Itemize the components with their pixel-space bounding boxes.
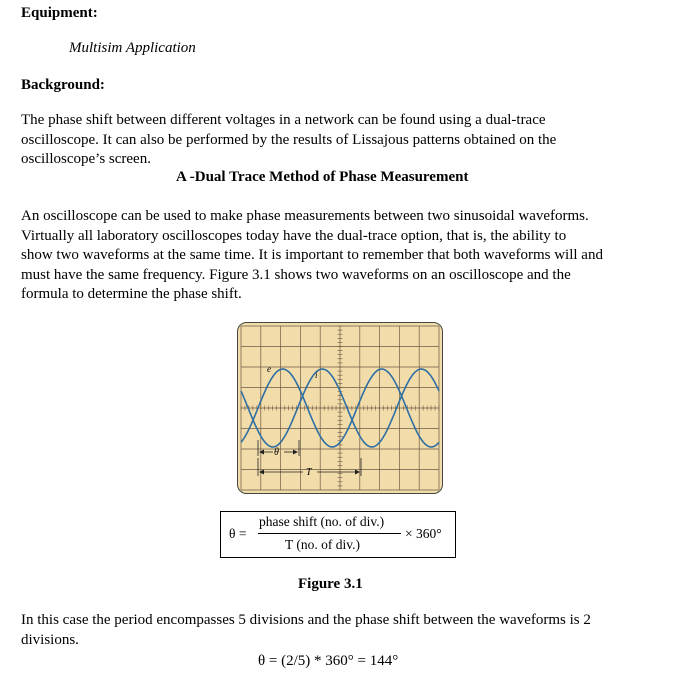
background-line: The phase shift between different voltages in a network can be found using a dual-trace xyxy=(21,112,546,128)
phase-formula-box xyxy=(220,511,456,558)
waveform-i-label: i xyxy=(315,370,318,380)
section-paragraph xyxy=(21,207,603,305)
waveform-e-label: e xyxy=(267,364,271,374)
section-line: must have the same frequency. Figure 3.1 shows two waveforms on an oscilloscope and the xyxy=(21,266,571,283)
background-line: oscilloscope’s screen. xyxy=(21,151,151,167)
section-line: formula to determine the phase shift. xyxy=(21,286,242,302)
formula-numerator: phase shift (no. of div.) xyxy=(259,514,385,529)
conclusion-line: In this case the period encompasses 5 divisions and the phase shift between the waveforms is 2 xyxy=(21,612,591,628)
background-paragraph xyxy=(21,111,556,170)
conclusion-line: divisions. xyxy=(21,631,79,648)
formula-multiplier: × 360° xyxy=(405,526,442,541)
formula-denominator: T (no. of div.) xyxy=(285,537,360,552)
section-line: show two waveforms at the same time. It is important to remember that both waveforms will and xyxy=(21,247,603,263)
equipment-item: Multisim Application xyxy=(69,40,196,56)
formula-fraction-bar xyxy=(258,533,401,534)
formula-lhs: θ = xyxy=(229,526,247,541)
section-line: Virtually all laboratory oscilloscopes today have the dual-trace option, that is, the ability to xyxy=(21,227,567,244)
theta-label: θ xyxy=(274,447,279,458)
section-title: A -Dual Trace Method of Phase Measurement xyxy=(176,169,469,185)
phase-equation: θ = (2/5) * 360° = 144° xyxy=(258,653,399,669)
figure-caption: Figure 3.1 xyxy=(298,576,363,592)
equipment-heading: Equipment: xyxy=(21,5,98,21)
conclusion-paragraph xyxy=(21,611,591,650)
oscilloscope-figure xyxy=(237,322,443,494)
section-line: An oscilloscope can be used to make phase measurements between two sinusoidal waveforms. xyxy=(21,208,589,224)
background-line: oscilloscope. It can also be performed by the results of Lissajous patterns obtained on the xyxy=(21,131,557,148)
background-heading: Background: xyxy=(21,77,105,93)
period-label: T xyxy=(306,467,312,478)
